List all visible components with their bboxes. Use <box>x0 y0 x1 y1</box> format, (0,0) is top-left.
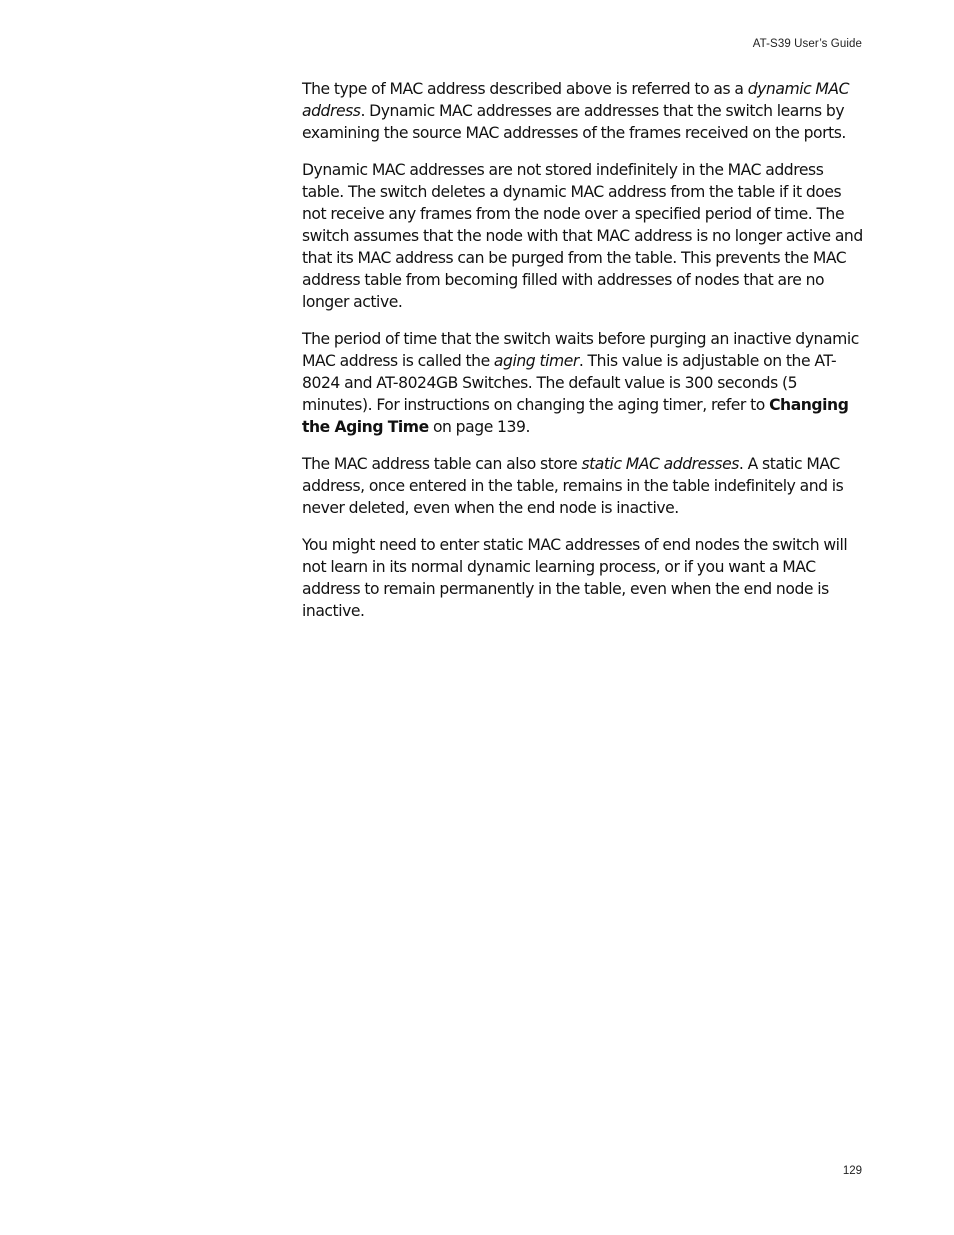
body-text <box>302 79 868 638</box>
term-dynamic-mac-address: dynamic MAC address <box>302 80 850 120</box>
paragraph-dynamic-storage: Dynamic MAC addresses are not stored indefinitely in the MAC address table. The switch deletes a dynamic MAC address from the table if it does not receive any frames from the node over a specified period of time. The switch assumes that the node with that MAC address is no longer active and that its MAC address can be purged from the table. This prevents the MAC address table from becoming filled with addresses of nodes that are no longer active. <box>302 161 863 311</box>
term-aging-timer: aging timer <box>493 351 579 370</box>
paragraph-static-usage: You might need to enter static MAC addresses of end nodes the switch will not learn in its normal dynamic learning process, or if you want a MAC address to remain permanently in the table, even when the end node is inactive. <box>302 536 848 621</box>
paragraph-dynamic-mac: The type of MAC address described above is referred to as a dynamic MAC address. Dynamic MAC addresses are addresses that the switch learns by examining the source MAC addresses of the frames received on the ports. <box>302 80 850 142</box>
paragraph-static-mac: The MAC address table can also store static MAC addresses. A static MAC address, once entered in the table, remains in the table indefinitely and is never deleted, even when the end node is inactive. <box>302 455 844 517</box>
cross-reference-link[interactable]: Changing the Aging Time <box>302 395 849 436</box>
page-number: 129 <box>842 1165 862 1177</box>
term-static-mac-addresses: static MAC addresses <box>581 455 739 474</box>
running-header: AT-S39 User’s Guide <box>752 38 862 50</box>
paragraph-aging-timer: The period of time that the switch waits before purging an inactive dynamic MAC address is called the aging timer. This value is adjustable on the AT-8024 and AT-8024GB Switches. The default value is 300 seconds (5 minutes). For instructions on changing the aging timer, refer to Changing the Aging Time on page 139. <box>302 330 859 436</box>
